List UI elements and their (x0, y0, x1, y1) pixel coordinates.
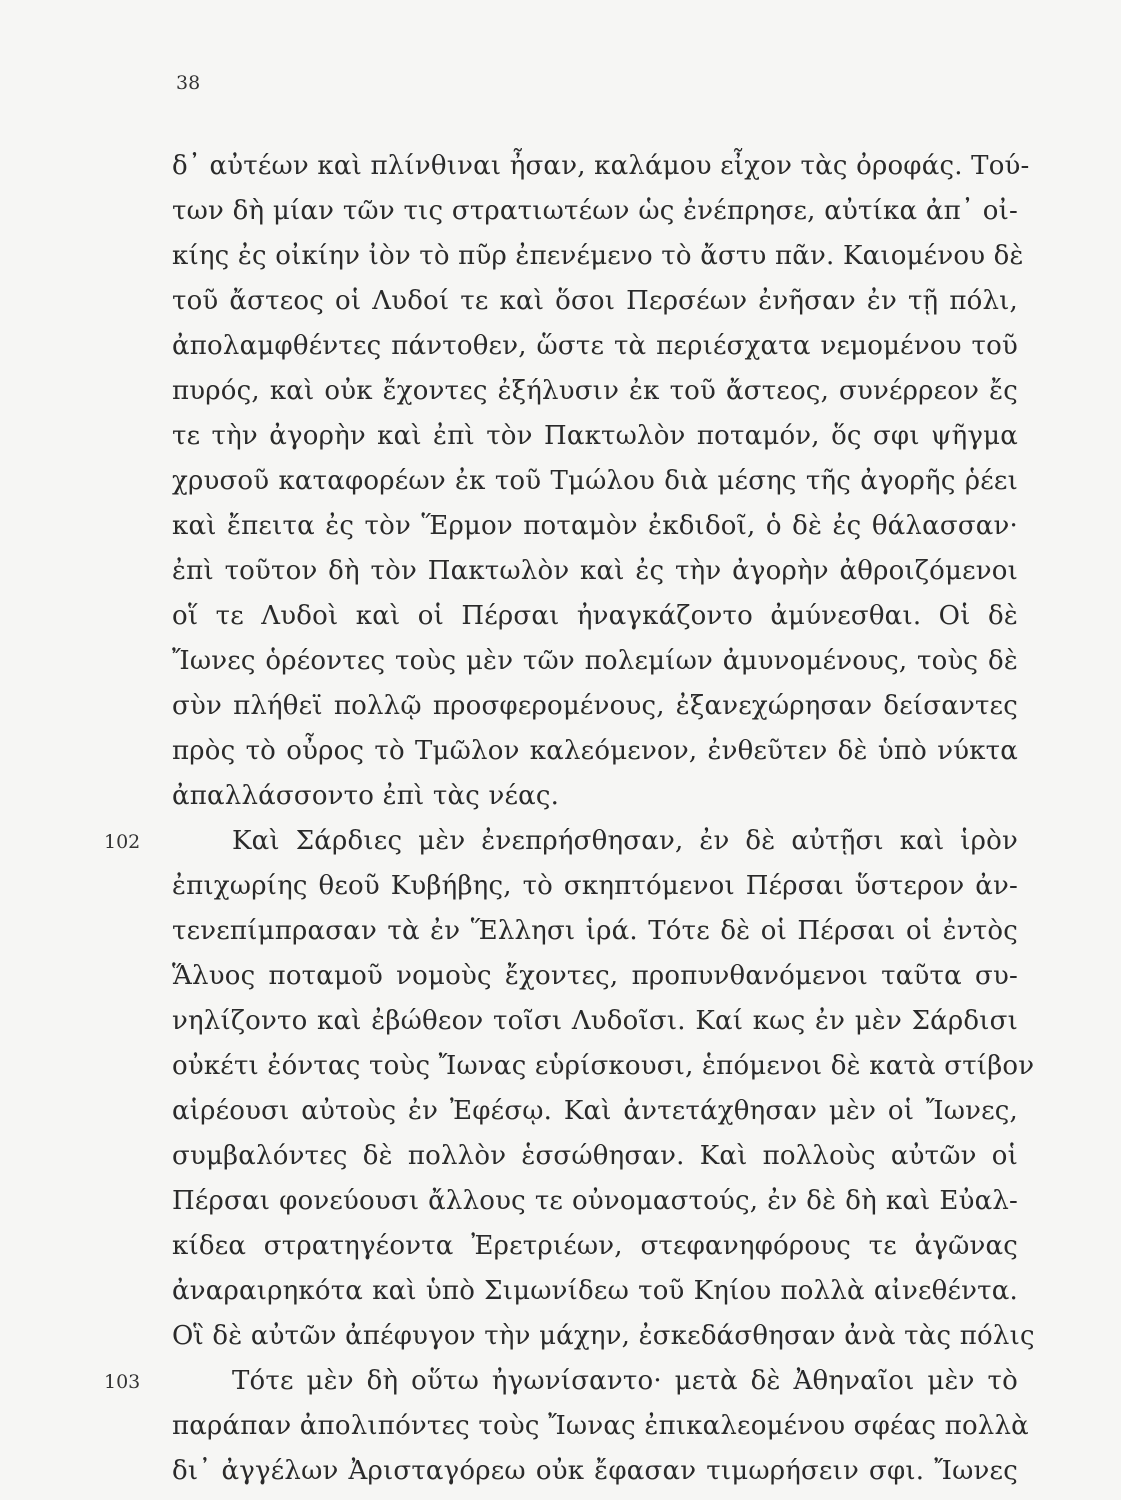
text-line: οἵ τε Λυδοὶ καὶ οἱ Πέρσαι ἠναγκάζοντο ἀμύνεσθαι. Οἱ δὲ (172, 601, 1018, 631)
text-line: οὐκέτι ἐόντας τοὺς Ἴωνας εὑρίσκουσι, ἑπόμενοι δὲ κατὰ στίβον (172, 1051, 1035, 1081)
text-line: δ᾽ αὐτέων καὶ πλίνθιναι ἦσαν, καλάμου εἶχον τὰς ὀροφάς. Τού- (172, 151, 1030, 181)
text-line: Ἴωνες ὁρέοντες τοὺς μὲν τῶν πολεμίων ἀμυνομένους, τοὺς δὲ (172, 646, 1018, 676)
text-line: κίης ἐς οἰκίην ἰὸν τὸ πῦρ ἐπενέμενο τὸ ἄστυ πᾶν. Καιομένου δὲ (172, 241, 1024, 271)
text-line: τε τὴν ἀγορὴν καὶ ἐπὶ τὸν Πακτωλὸν ποταμόν, ὅς σφι ψῆγμα (172, 421, 1018, 451)
text-line: των δὴ μίαν τῶν τις στρατιωτέων ὡς ἐνέπρησε, αὐτίκα ἀπ᾽ οἰ- (172, 196, 1018, 226)
text-line: αἱρέουσι αὐτοὺς ἐν Ἐφέσῳ. Καὶ ἀντετάχθησαν μὲν οἱ Ἴωνες, (172, 1096, 1018, 1126)
text-line: Καὶ Σάρδιες μὲν ἐνεπρήσθησαν, ἐν δὲ αὐτῇσι καὶ ἱρὸν (232, 826, 1018, 856)
text-line: ἀπολαμφθέντες πάντοθεν, ὥστε τὰ περιέσχατα νεμομένου τοῦ (172, 331, 1018, 361)
text-line: Τότε μὲν δὴ οὕτω ἠγωνίσαντο· μετὰ δὲ Ἀθηναῖοι μὲν τὸ (232, 1366, 1018, 1396)
text-line: πρὸς τὸ οὖρος τὸ Τμῶλον καλεόμενον, ἐνθεῦτεν δὲ ὑπὸ νύκτα (172, 736, 1018, 766)
text-line: τενεπίμπρασαν τὰ ἐν Ἕλλησι ἱρά. Τότε δὲ οἱ Πέρσαι οἱ ἐντὸς (172, 916, 1018, 946)
text-line: συμβαλόντες δὲ πολλὸν ἑσσώθησαν. Καὶ πολλοὺς αὐτῶν οἱ (172, 1141, 1018, 1171)
text-line: νηλίζοντο καὶ ἐβώθεον τοῖσι Λυδοῖσι. Καί κως ἐν μὲν Σάρδισι (172, 1006, 1018, 1036)
text-line: σὺν πλήθεϊ πολλῷ προσφερομένους, ἐξανεχώρησαν δείσαντες (172, 691, 1018, 721)
page-number: 38 (176, 72, 201, 94)
text-line: τοῦ ἄστεος οἱ Λυδοί τε καὶ ὅσοι Περσέων ἐνῆσαν ἐν τῇ πόλι, (172, 286, 1018, 316)
text-line: δι᾽ ἀγγέλων Ἀρισταγόρεω οὐκ ἔφασαν τιμωρήσειν σφι. Ἴωνες (172, 1456, 1018, 1486)
text-line: ἐπιχωρίης θεοῦ Κυβήβης, τὸ σκηπτόμενοι Πέρσαι ὕστερον ἀν- (172, 871, 1018, 901)
text-line: Οἳ δὲ αὐτῶν ἀπέφυγον τὴν μάχην, ἐσκεδάσθησαν ἀνὰ τὰς πόλις (172, 1321, 1035, 1351)
section-number: 102 (104, 831, 141, 853)
text-line: καὶ ἔπειτα ἐς τὸν Ἕρμον ποταμὸν ἐκδιδοῖ, ὁ δὲ ἐς θάλασσαν· (172, 511, 1018, 541)
text-line: ἐπὶ τοῦτον δὴ τὸν Πακτωλὸν καὶ ἐς τὴν ἀγορὴν ἀθροιζόμενοι (172, 556, 1018, 586)
text-line: χρυσοῦ καταφορέων ἐκ τοῦ Τμώλου διὰ μέσης τῆς ἀγορῆς ῥέει (172, 466, 1018, 496)
text-line: ἀπαλλάσσοντο ἐπὶ τὰς νέας. (172, 781, 560, 811)
text-line: Πέρσαι φονεύουσι ἄλλους τε οὐνομαστούς, ἐν δὲ δὴ καὶ Εὐαλ- (172, 1186, 1018, 1216)
text-line: κίδεα στρατηγέοντα Ἐρετριέων, στεφανηφόρους τε ἀγῶνας (172, 1231, 1018, 1261)
text-line: ἀναραιρηκότα καὶ ὑπὸ Σιμωνίδεω τοῦ Κηίου πολλὰ αἰνεθέντα. (172, 1276, 1018, 1306)
text-line: παράπαν ἀπολιπόντες τοὺς Ἴωνας ἐπικαλεομένου σφέας πολλὰ (172, 1411, 1029, 1441)
section-number: 103 (104, 1371, 141, 1393)
text-line: Ἅλυος ποταμοῦ νομοὺς ἔχοντες, προπυνθανόμενοι ταῦτα συ- (172, 961, 1018, 991)
text-line: πυρός, καὶ οὐκ ἔχοντες ἐξήλυσιν ἐκ τοῦ ἄστεος, συνέρρεον ἔς (172, 376, 1018, 406)
